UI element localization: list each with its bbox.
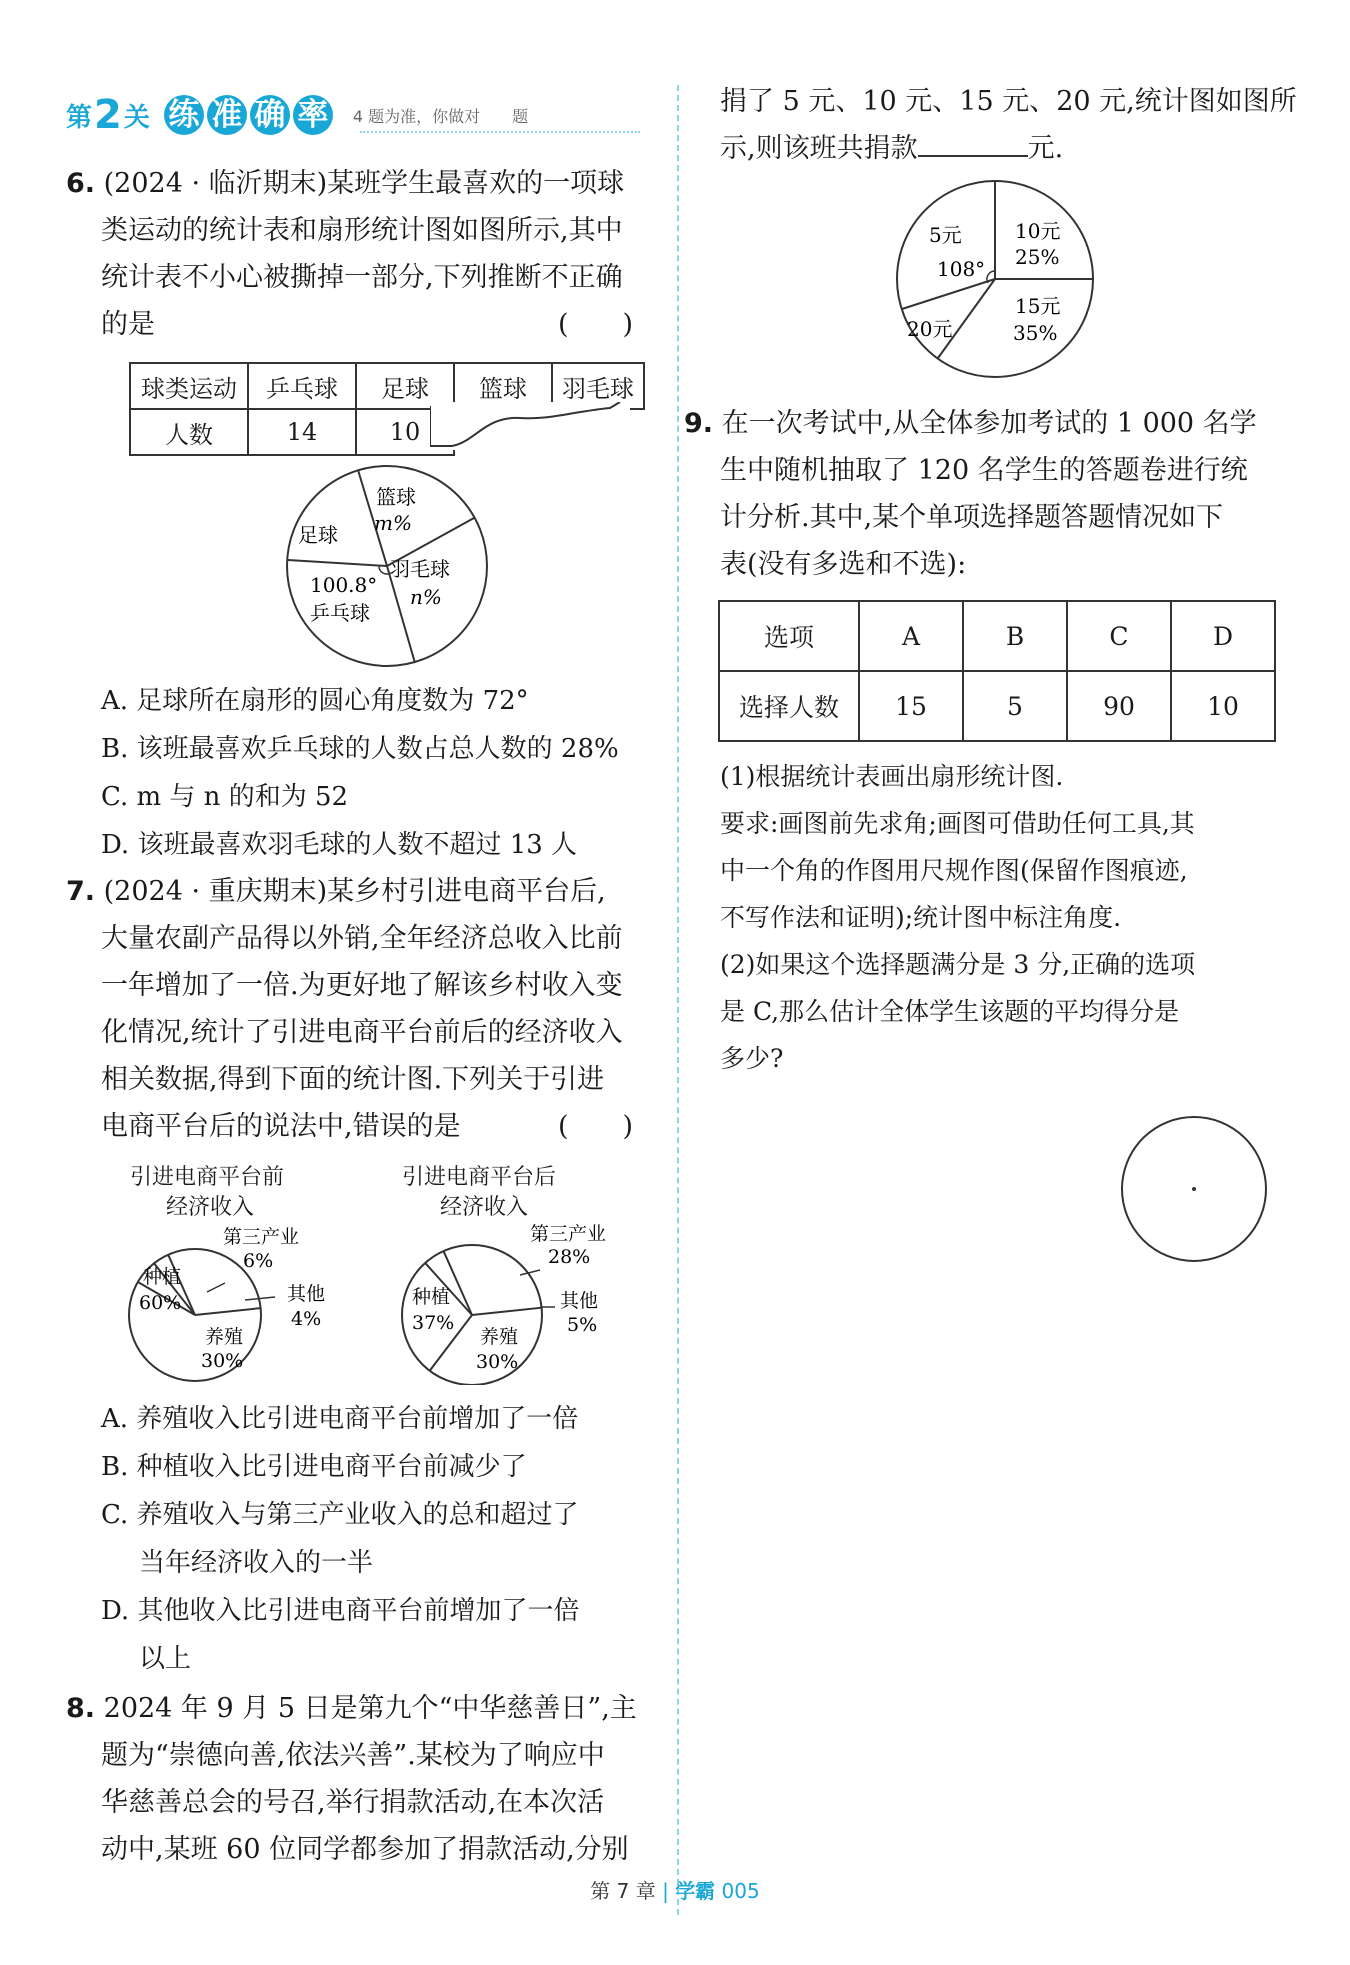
pie-label-2: 第三产业 (223, 1226, 300, 1248)
pie-value-1: 37% (412, 1312, 455, 1334)
footer-sep: | (662, 1879, 676, 1903)
q8-line-2: 题为“崇德向善,依法兴善”.某校为了响应中 (101, 1740, 605, 1771)
q6-label-basketball: 篮球 (376, 485, 416, 509)
q7-before-title-1: 引进电商平台前 (130, 1165, 285, 1190)
q8-label-15yuan-pct: 35% (1013, 321, 1058, 345)
q7-pie-after (390, 1215, 650, 1385)
q7-line-4: 化情况,统计了引进电商平台前后的经济收入 (101, 1017, 623, 1048)
q7-number: 7. (66, 876, 96, 907)
q8-text-1: 2024 年 9 月 5 日是第九个“中华慈善日”,主 (103, 1693, 637, 1724)
pie-label-1: 种植 (412, 1286, 451, 1308)
q9-td-b: 5 (963, 671, 1067, 741)
q8-label-5yuan-angle: 108° (937, 257, 986, 281)
q6-bracket: ( ) (558, 309, 634, 340)
q6-number: 6. (66, 168, 96, 199)
header-badge-3: 确 (250, 95, 290, 135)
q6-label-badminton: 羽毛球 (390, 557, 450, 581)
table-row (719, 601, 1275, 671)
q9-th-d: D (1171, 601, 1275, 671)
q9-table (718, 600, 1276, 742)
q6-th-football: 足球 (356, 363, 454, 409)
q6-option-b: B. 该班最喜欢乒乓球的人数占总人数的 28% (101, 734, 619, 764)
q8-cont-line-1: 捐了 5 元、10 元、15 元、20 元,统计图如图所 (720, 86, 1297, 117)
pie-label-4: 养殖 (205, 1326, 244, 1348)
q8-label-15yuan: 15元 (1015, 294, 1061, 318)
q8-unit: 元. (1027, 133, 1064, 164)
q9-line-1 (684, 400, 1257, 447)
pie-value-3: 5% (567, 1314, 598, 1336)
column-divider (677, 85, 679, 1915)
pie-value-3: 4% (291, 1308, 322, 1330)
table-row (719, 671, 1275, 741)
q8-label-20yuan: 20元 (907, 317, 953, 341)
q7-line-6: 电商平台后的说法中,错误的是 (101, 1111, 461, 1142)
q6-torn-edge (430, 402, 630, 450)
q9-sub-5: (2)如果这个选择题满分是 3 分,正确的选项 (720, 950, 1196, 979)
q9-sub-1: (1)根据统计表画出扇形统计图. (720, 762, 1064, 791)
q8-answer-blank[interactable] (918, 125, 1028, 157)
q7-bracket: ( ) (558, 1111, 634, 1142)
q6-label-pingpong: 乒乓球 (310, 601, 370, 625)
q8-label-10yuan-pct: 25% (1015, 245, 1060, 269)
q7-text-1: (2024 · 重庆期末)某乡村引进电商平台后, (103, 876, 606, 907)
q6-td-football: 10 (356, 409, 454, 455)
pie-label-4: 养殖 (480, 1326, 519, 1348)
q6-label-badminton-pct: n% (410, 585, 442, 609)
q7-before-title-2: 经济收入 (166, 1195, 255, 1220)
q8-label-5yuan: 5元 (929, 223, 962, 247)
q7-after-title-1: 引进电商平台后 (402, 1165, 557, 1190)
header-score-note: 4 题为准，你做对 题 (352, 106, 529, 126)
q7-option-a: A. 养殖收入比引进电商平台前增加了一倍 (101, 1404, 579, 1434)
q8-line-3: 华慈善总会的号召,举行捐款活动,在本次活 (101, 1787, 605, 1818)
q9-line-4: 表(没有多选和不选): (720, 549, 967, 580)
q7-line-3: 一年增加了一倍.为更好地了解该乡村收入变 (101, 970, 623, 1001)
level-number: 2 (94, 92, 122, 138)
q9-text-1: 在一次考试中,从全体参加考试的 1 000 名学 (721, 408, 1257, 439)
q9-sub-4: 不写作法和证明);统计图中标注角度. (720, 903, 1122, 932)
q6-th-sport: 球类运动 (130, 363, 248, 409)
q7-line-2: 大量农副产品得以外销,全年经济总收入比前 (101, 923, 623, 954)
q7-option-c-cont: 当年经济收入的一半 (139, 1548, 374, 1578)
q6-line-2: 类运动的统计表和扇形统计图如图所示,其中 (101, 215, 623, 246)
q8-cont-text: 示,则该班共捐款 (720, 133, 918, 164)
q8-pie-chart (885, 180, 1105, 380)
pie-value-1: 60% (139, 1292, 182, 1314)
q7-line-1 (66, 868, 606, 915)
q9-td-c: 90 (1067, 671, 1171, 741)
q6-text-1: (2024 · 临沂期末)某班学生最喜欢的一项球 (103, 168, 625, 199)
header-badge-2: 准 (207, 95, 247, 135)
q6-option-d: D. 该班最喜欢羽毛球的人数不超过 13 人 (101, 830, 578, 860)
q8-number: 8. (66, 1693, 96, 1724)
q9-blank-circle[interactable] (1120, 1115, 1270, 1265)
q6-line-1 (66, 160, 624, 207)
pie-label-2: 第三产业 (530, 1223, 607, 1245)
q9-sub-2: 要求:画图前先求角;画图可借助任何工具,其 (720, 809, 1195, 838)
q9-th-a: A (859, 601, 963, 671)
header-badge-1: 练 (164, 95, 204, 135)
q7-after-title-2: 经济收入 (440, 1195, 529, 1220)
q7-pie-before (115, 1215, 365, 1385)
header-dotted-line (360, 131, 640, 133)
q6-line-3: 统计表不小心被撕掉一部分,下列推断不正确 (101, 262, 623, 293)
q9-line-3: 计分析.其中,某个单项选择题答题情况如下 (720, 502, 1224, 533)
q9-th-option: 选项 (719, 601, 859, 671)
q9-th-b: B (963, 601, 1067, 671)
level-suffix: 关 (123, 102, 150, 133)
pie-label-1: 种植 (143, 1266, 182, 1288)
q9-td-a: 15 (859, 671, 963, 741)
q6-label-football: 足球 (298, 523, 338, 547)
q8-cont-line-2 (720, 125, 1063, 172)
page-footer (0, 1875, 1350, 1904)
q6-label-pingpong-angle: 100.8° (310, 573, 378, 597)
q9-line-2: 生中随机抽取了 120 名学生的答题卷进行统 (720, 455, 1248, 486)
q6-td-label: 人数 (130, 409, 248, 455)
q6-option-c: C. m 与 n 的和为 52 (101, 782, 349, 812)
q8-line-4: 动中,某班 60 位同学都参加了捐款活动,分别 (101, 1834, 629, 1865)
q9-td-label: 选择人数 (719, 671, 859, 741)
q7-option-c: C. 养殖收入与第三产业收入的总和超过了 (101, 1500, 579, 1530)
pie-slice-boundary-1 (195, 1308, 261, 1315)
q7-option-b: B. 种植收入比引进电商平台前减少了 (101, 1452, 527, 1482)
pie-slice-boundary-1 (472, 1308, 542, 1315)
q9-sub-7: 多少? (720, 1044, 784, 1073)
q6-th-badminton: 羽毛球 (552, 363, 644, 409)
pie-label-3: 其他 (287, 1283, 326, 1305)
q6-td-pingpong: 14 (248, 409, 356, 455)
pie-value-4: 30% (476, 1351, 519, 1373)
q6-label-basketball-pct: m% (374, 511, 412, 535)
footer-chapter: 第 7 章 (590, 1879, 656, 1903)
pie-leader-2 (207, 1283, 225, 1292)
q8-label-10yuan: 10元 (1015, 219, 1061, 243)
q6-option-a: A. 足球所在扇形的圆心角度数为 72° (101, 686, 529, 716)
q8-line-1 (66, 1685, 637, 1732)
q7-option-d: D. 其他收入比引进电商平台前增加了一倍 (101, 1596, 580, 1626)
footer-brand: 学霸 (675, 1879, 716, 1903)
header-badge-4: 率 (293, 95, 333, 135)
q9-td-d: 10 (1171, 671, 1275, 741)
pie-label-3: 其他 (560, 1290, 599, 1312)
pie-value-2: 6% (243, 1250, 274, 1272)
pie-value-4: 30% (201, 1350, 244, 1372)
q9-sub-6: 是 C,那么估计全体学生该题的平均得分是 (720, 997, 1180, 1026)
pie-value-2: 28% (548, 1246, 591, 1268)
q6-pie-chart (270, 460, 510, 672)
footer-page: 005 (721, 1879, 760, 1903)
q9-sub-3: 中一个角的作图用尺规作图(保留作图痕迹, (720, 856, 1188, 885)
q6-line-4: 的是 (101, 309, 155, 340)
q6-th-basketball: 篮球 (454, 363, 552, 409)
q6-th-pingpong: 乒乓球 (248, 363, 356, 409)
q9-number: 9. (684, 408, 714, 439)
q9-th-c: C (1067, 601, 1171, 671)
q7-option-d-cont: 以上 (139, 1644, 192, 1674)
level-prefix: 第 (66, 102, 93, 133)
q7-line-5: 相关数据,得到下面的统计图.下列关于引进 (101, 1064, 605, 1095)
